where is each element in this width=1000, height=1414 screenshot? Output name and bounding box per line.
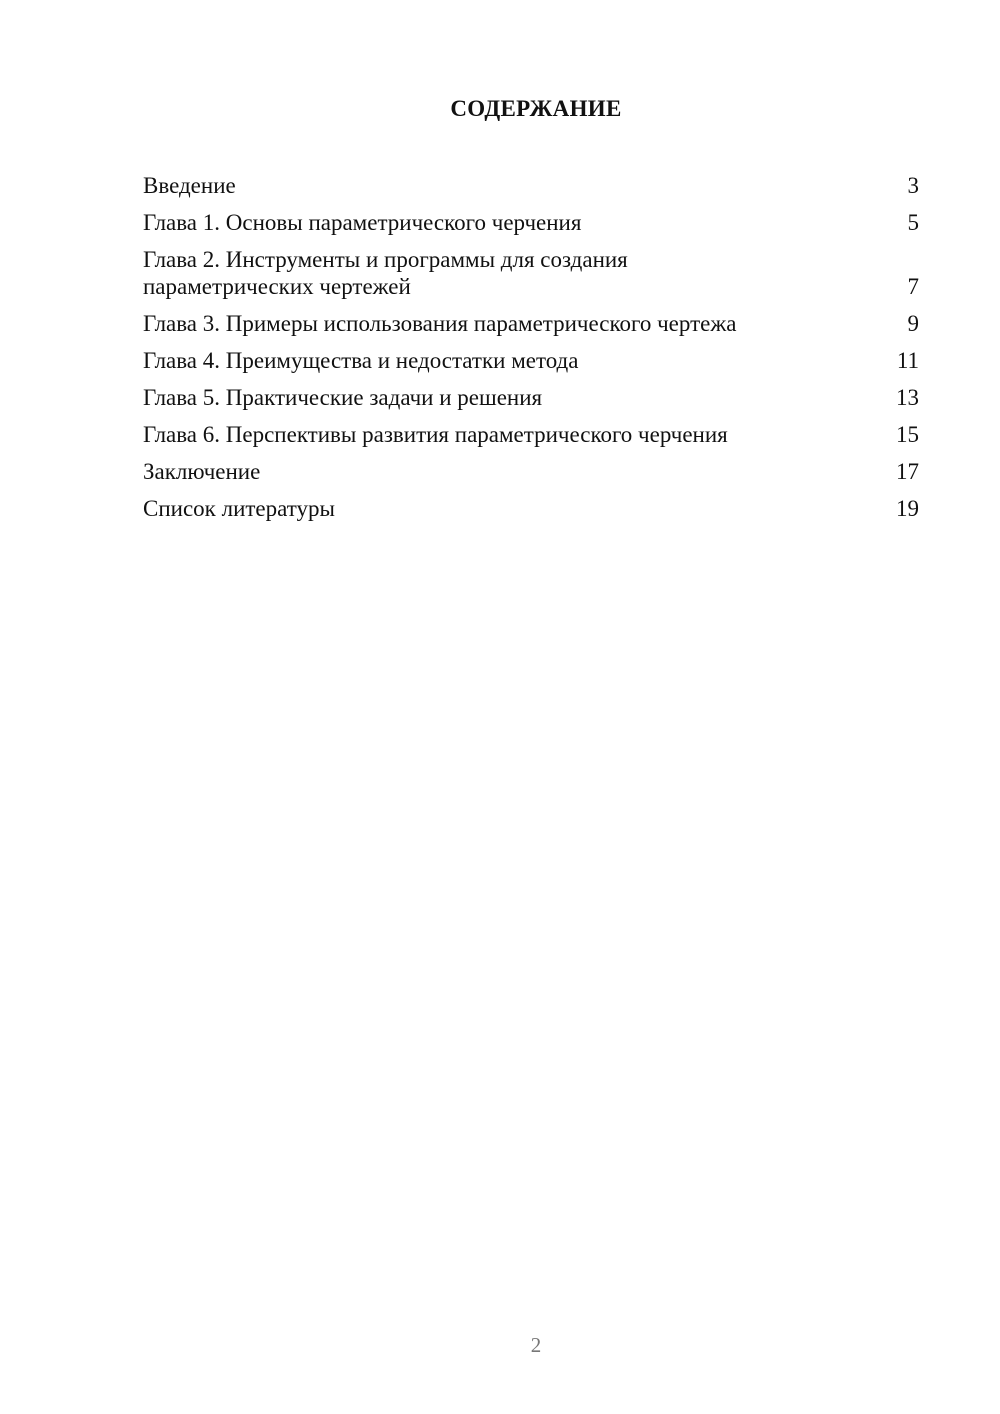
toc-entry-title-line: Список литературы	[143, 496, 335, 521]
toc-entry-title	[143, 172, 843, 199]
toc-entry-page: 3	[907, 173, 919, 198]
toc-entry-title	[143, 495, 843, 522]
toc-entry-title-line: Глава 4. Преимущества и недостатки метода	[143, 348, 579, 373]
toc-entry-title-line: Глава 1. Основы параметрического черчения	[143, 210, 582, 235]
toc-entry-title-line: Введение	[143, 173, 236, 198]
toc-entry-title-line: Глава 6. Перспективы развития параметрического черчения	[143, 422, 728, 447]
toc-entry-page: 5	[907, 210, 919, 235]
toc-entry-title	[143, 384, 843, 411]
toc-entry-title	[143, 458, 843, 485]
toc-entry-page: 19	[896, 496, 919, 521]
toc-entry-page: 7	[907, 274, 919, 299]
toc-entry-title-line: Глава 5. Практические задачи и решения	[143, 385, 543, 410]
toc-entry-page: 17	[896, 459, 919, 484]
toc-entry-title-line: Глава 3. Примеры использования параметрического чертежа	[143, 311, 737, 336]
page-title: СОДЕРЖАНИЕ	[450, 96, 622, 121]
toc-entry-title	[143, 347, 843, 374]
page-number: 2	[530, 1333, 542, 1357]
toc-entry-title	[143, 209, 843, 236]
toc-entry-title-line: параметрических чертежей	[143, 274, 411, 299]
toc-entry-title	[143, 421, 843, 448]
toc-entry-page: 9	[907, 311, 919, 336]
toc-entry-title-line: Заключение	[143, 459, 261, 484]
toc-entry-title	[143, 246, 843, 300]
toc-entry-title	[143, 310, 843, 337]
toc-entry-page: 11	[896, 348, 919, 373]
toc-entry-page: 15	[896, 422, 919, 447]
toc-entry-title-line: Глава 2. Инструменты и программы для создания	[143, 247, 628, 272]
toc-entry-page: 13	[896, 385, 919, 410]
